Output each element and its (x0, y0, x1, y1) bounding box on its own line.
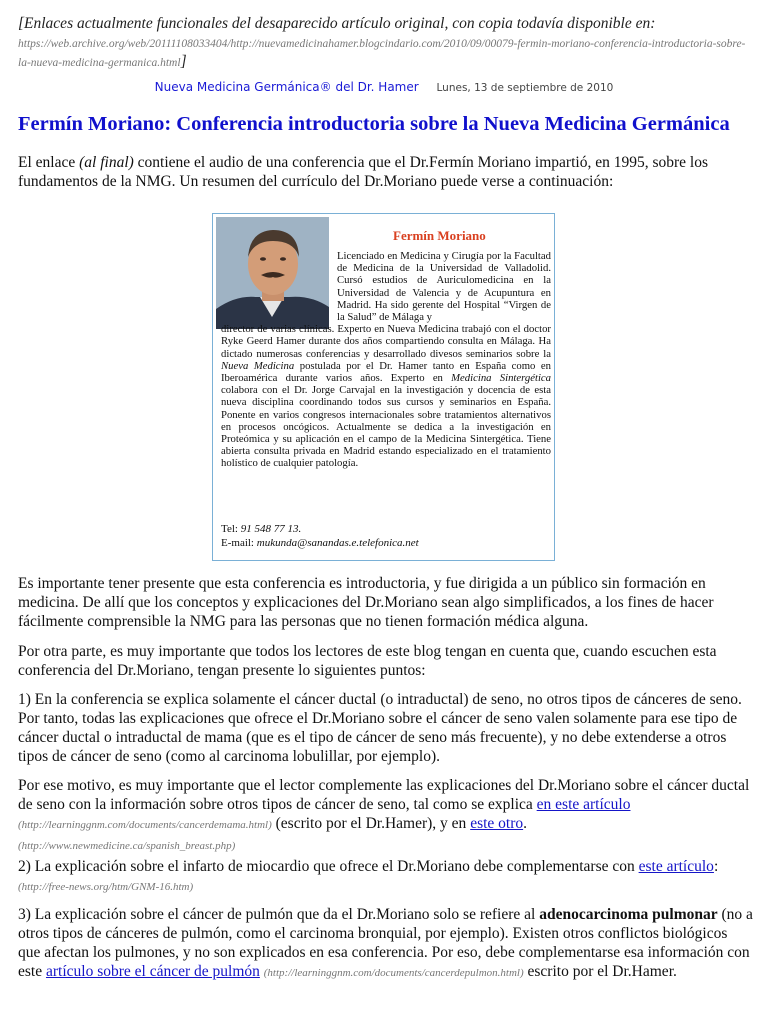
paragraph-2: Es importante tener presente que esta conferencia es introductoria, y fue dirigida a un público sin formación en medicina. De allí que los conceptos y explicaciones del Dr.Moriano sean algo simplificados, a los fines de hacer fácilmente comprensible la NMG para las personas que no tienen formación médica alguna. (18, 575, 714, 630)
lung-cancer-article-link[interactable]: artículo sobre el cáncer de pulmón (45, 963, 260, 980)
paragraph-6 (18, 857, 753, 897)
p7-bold: adenocarcinoma pulmonar (539, 906, 718, 923)
p7-text-a: 3) La explicación sobre el cáncer de pulmón que da el Dr.Moriano solo se refiere al (18, 906, 540, 923)
post-title: Fermín Moriano: Conferencia introductoria sobre la Nueva Medicina Germánica (18, 113, 730, 135)
p5-url-2: (http://www.newmedicine.ca/spanish_breast.php) (18, 840, 236, 852)
paragraph-3: Por otra parte, es muy importante que todos los lectores de este blog tengan en cuenta que, cuando escuchen esta conferencia del Dr.Moriano, tengan presente lo siguientes puntos: (18, 643, 717, 679)
p7-url: (http://learninggnm.com/documents/cancerdepulmon.html) (263, 967, 524, 979)
bio-text-a: director de varias clínicas. Experto en Nueva Medicina trabajó con el doctor Ryke Geerd Hamer durante dos años compartiendo consulta en Málaga. Ha dictado numerosas conferencias y desarrollado divesos seminarios sobre la (221, 323, 551, 360)
breast-cancer-article-link[interactable]: en este artículo (536, 796, 631, 813)
paragraph-5 (18, 776, 753, 856)
archive-note-close: ] (180, 53, 187, 70)
p7-text-b: (no a otros tipos de cánceres de pulmón, como el carcinoma bronquial, por ejemplo). Existen otros conflictos biológicos que afectan los pulmones, y no son explicados en esa conferencia. Por eso, debe complementarse esa información con este (18, 906, 753, 980)
paragraph-4: 1) En la conferencia se explica solamente el cáncer ductal (o intraductal) de seno, no otros tipos de cánceres de seno. Por tanto, todas las explicaciones que ofrece el Dr.Moriano sobre el cáncer de seno valen solamente para ese tipo de cáncer ductal o intraductal de mama (que es el tipo de cáncer de seno más frecuente), y no debe extenderse a otros tipos de cáncer de seno (como al carcinoma lobulillar, por ejemplo). (18, 691, 742, 765)
myocardial-infarction-article-link[interactable]: este artículo (638, 858, 714, 875)
p7-text-c: escrito por el Dr.Hamer. (523, 963, 677, 980)
p6-url: (http://free-news.org/htm/GNM-16.htm) (18, 881, 194, 893)
p5-text-a: Por ese motivo, es muy importante que el lector complemente las explicaciones del Dr.Moriano sobre el cáncer ductal de seno con la información sobre otros tipos de cáncer de seno, tal como se explica (18, 777, 750, 813)
intro-text-b: contiene el audio de una conferencia que el Dr.Fermín Moriano impartió, en 1995, sobre los fundamentos de la NMG. Un resumen del currículo del Dr.Moriano puede verse a continuación: (18, 154, 708, 190)
bio-text-b: postulada por el Dr. Hamer tanto en España como en Iberoamérica durante varios años. Experto en (221, 359, 551, 385)
email-value: mukunda@sanandas.e.telefonica.net (256, 537, 419, 549)
intro-emphasis: (al final) (79, 154, 134, 171)
tel-value: 91 548 77 13. (240, 523, 302, 535)
p5-url-1: (http://learninggnm.com/documents/cancerdemama.html) (18, 819, 272, 831)
blog-header (0, 80, 768, 94)
intro-paragraph (18, 153, 753, 191)
post-date: Lunes, 13 de septiembre de 2010 (436, 82, 614, 94)
archive-note-text: [Enlaces actualmente funcionales del desaparecido artículo original, con copia todavía disponible en: (18, 15, 656, 32)
bio-emphasis-1: Nueva Medicina (221, 359, 295, 372)
bio-text (221, 250, 551, 470)
bio-contact (221, 522, 419, 550)
tel-label: Tel: (221, 523, 238, 535)
bio-text-c: colabora con el Dr. Jorge Carvajal en la investigación y docencia de esta nueva disciplina coordinando todos sus cursos y seminarios en España. Ponente en varios congresos internacionales sobre tratamientos alternativos en procesos oncógicos. Actualmente se dedica a la investigación en Proteómica y su aplicación en el campo de la Medicina Sintergética. Tiene abierta consulta privada en Madrid estando especializado en el tratamiento holístico de cualquier patología. (221, 384, 551, 470)
p6-text-a: 2) La explicación sobre el infarto de miocardio que ofrece el Dr.Moriano debe complementarse con (18, 858, 639, 875)
p6-text-b: : (713, 858, 719, 875)
bio-text-top: Licenciado en Medicina y Cirugía por la Facultad de Medicina de la Universidad de Valladolid. Cursó estudios de Auriculomedicina en la Universidad de Valencia y de Acupuntura en Madrid. Ha sido gerente del Hospital “Virgen de la Salud” de Málaga y (337, 250, 551, 324)
blog-name-link[interactable]: Nueva Medicina Germánica® del Dr. Hamer (154, 80, 419, 94)
archive-url[interactable]: https://web.archive.org/web/20111108033404/http://nuevamedicinahamer.blogcindario.com/2010/09/00079-fermin-moriano-conferencia-introductoria-sobre-la-nueva-medicina-germanica.html (18, 38, 746, 69)
email-label: E-mail: (221, 537, 254, 549)
p5-text-b: (escrito por el Dr.Hamer), y en (271, 815, 471, 832)
other-article-link[interactable]: este otro (470, 815, 524, 832)
p5-text-c: . (523, 815, 528, 832)
bio-emphasis-2: Medicina Sintergética (451, 372, 552, 385)
paragraph-7 (18, 905, 753, 983)
archive-note (18, 14, 748, 71)
bio-name: Fermín Moriano (393, 228, 486, 243)
intro-text-a: El enlace (18, 154, 80, 171)
bio-card (212, 213, 555, 561)
